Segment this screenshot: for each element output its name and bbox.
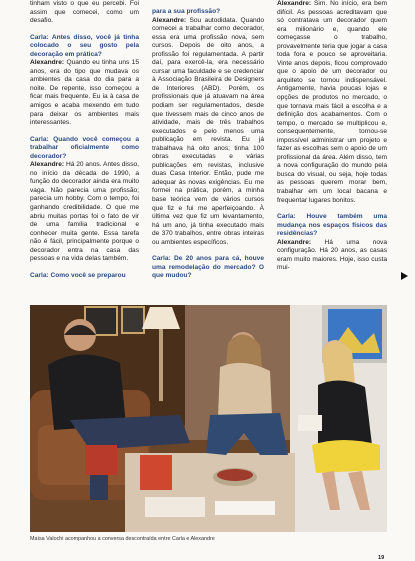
question-heading: Carla: Como você se preparou [30, 271, 126, 279]
question-heading: para a sua profissão? [152, 8, 221, 15]
speaker-name: Alexandre: [30, 161, 65, 169]
answer-paragraph [30, 0, 139, 26]
page-number: 19 [378, 555, 385, 561]
question-heading: Carla: Quando você começou a trabalhar oficialmente como decorador? [30, 135, 139, 160]
arrow-right-icon [401, 272, 408, 280]
text-column-2 [152, 0, 264, 281]
answer-paragraph [30, 59, 139, 127]
interview-photo [30, 305, 387, 532]
speaker-name: Alexandre: [30, 59, 65, 67]
answer-paragraph [30, 161, 139, 264]
answer-text: tinham visto o que eu percebi. Foi assim que comecei, como um desafio. [30, 0, 139, 25]
answer-text: Há uma nova configuração. Há 20 anos, as casas eram muito maiores. Hoje, isso custa mui- [277, 238, 387, 272]
answer-text: Há 20 anos. Antes disso, no início da década de 1990, a função do decorador ainda era muito vaga. Não parecia uma profissão; parecia um hobby. Com o tempo, foi ganhando credibilidade. O que me abriu muitas portas foi o fato de vir de uma família tradicional e conhecer muita gente. Essa tarefa não é fácil, principalmente porque o decorador entra na casa das pessoas e na vida delas também. [30, 161, 139, 263]
answer-paragraph [277, 239, 387, 273]
question-heading: Carla: Houve também uma mudança nos espaços físicos das residências? [277, 213, 387, 238]
speaker-name: Alexandre: [277, 0, 312, 7]
text-column-3 [277, 0, 387, 273]
speaker-name: Alexandre: [152, 16, 187, 24]
speaker-name: Alexandre: [277, 238, 312, 246]
answer-text: Sim. No início, era bem difícil. As pessoas acreditavam que só contratava um decorador quem era milionário e, quando ele começasse o trabalho, provavelmente teria que jogar a casa toda fora e pouco se aproveitaria. Vinte anos depois, ficou comprovado que o apoio de um decorador ou arquiteto se tornou indispensável. Antigamente, havia poucas lojas e opções de produtos no mercado, o que tornava mais fácil a escolha e a definição dos acabamentos. Com o tempo, o mercado se multiplicou e, consequentemente, tornou-se impossível administrar um projeto e fazer as escolhas sem o apoio de um profissional da área. Além disso, tem a nova configuração do mundo pela busca do visual, ou seja, hoje todas as pessoas querem morar bem, trabalhar em um local bacana e frequentar lugares bonitos. [277, 0, 387, 204]
question-heading: Carla: De 20 anos para cá, houve uma remodelação do mercado? O que mudou? [152, 255, 264, 280]
text-column-1 [30, 0, 139, 280]
answer-paragraph [152, 17, 264, 248]
answer-text: Quando eu tinha uns 15 anos, era do tipo que mudava os ambientes da casa do dia para a noite. De repente, isso começou a ficar mais frequente. Eu ia à casa de amigos e acaba mexendo em tudo para deixar os ambientes mais interessantes. [30, 59, 139, 127]
question-heading: Carla: Antes disso, você já tinha colocado o seu gosto pela decoração em prática? [30, 33, 139, 58]
answer-text: Sou autodidata. Quando comecei a trabalhar como decorador, essa era uma profissão nova, sem cursos. Depois de oito anos, a profissão foi regulamentada. A partir daí, para exercê-la, era necessário cursar uma faculdade e se credenciar à Associação Brasileira de Designers de Interiores (ABD). Porém, os profissionais que já atuavam na área podiam ser regulamentados, desde que tivessem mais de cinco anos de atividade, mais de três trabalhos executados e pelo menos uma publicação em revista. Eu já trabalhava há oito anos; tinha 100 obras executadas e várias publicações em revistas, inclusive duas Casa Interior. Então, pude me adequar às novas exigências. Eu me formei na prática, porém, a minha base teórica vem de vários cursos que fiz e fui me aperfeiçoando. À última vez que fiz um levantamento, há um ano, já tinha executado mais de 370 trabalhos, entre obras inteiras ou ambientes específicos. [152, 16, 264, 246]
answer-paragraph [277, 0, 387, 205]
photo-caption: Maísa Valochi acompanhou a conversa descontraída entre Carla e Alexandre [30, 536, 215, 542]
